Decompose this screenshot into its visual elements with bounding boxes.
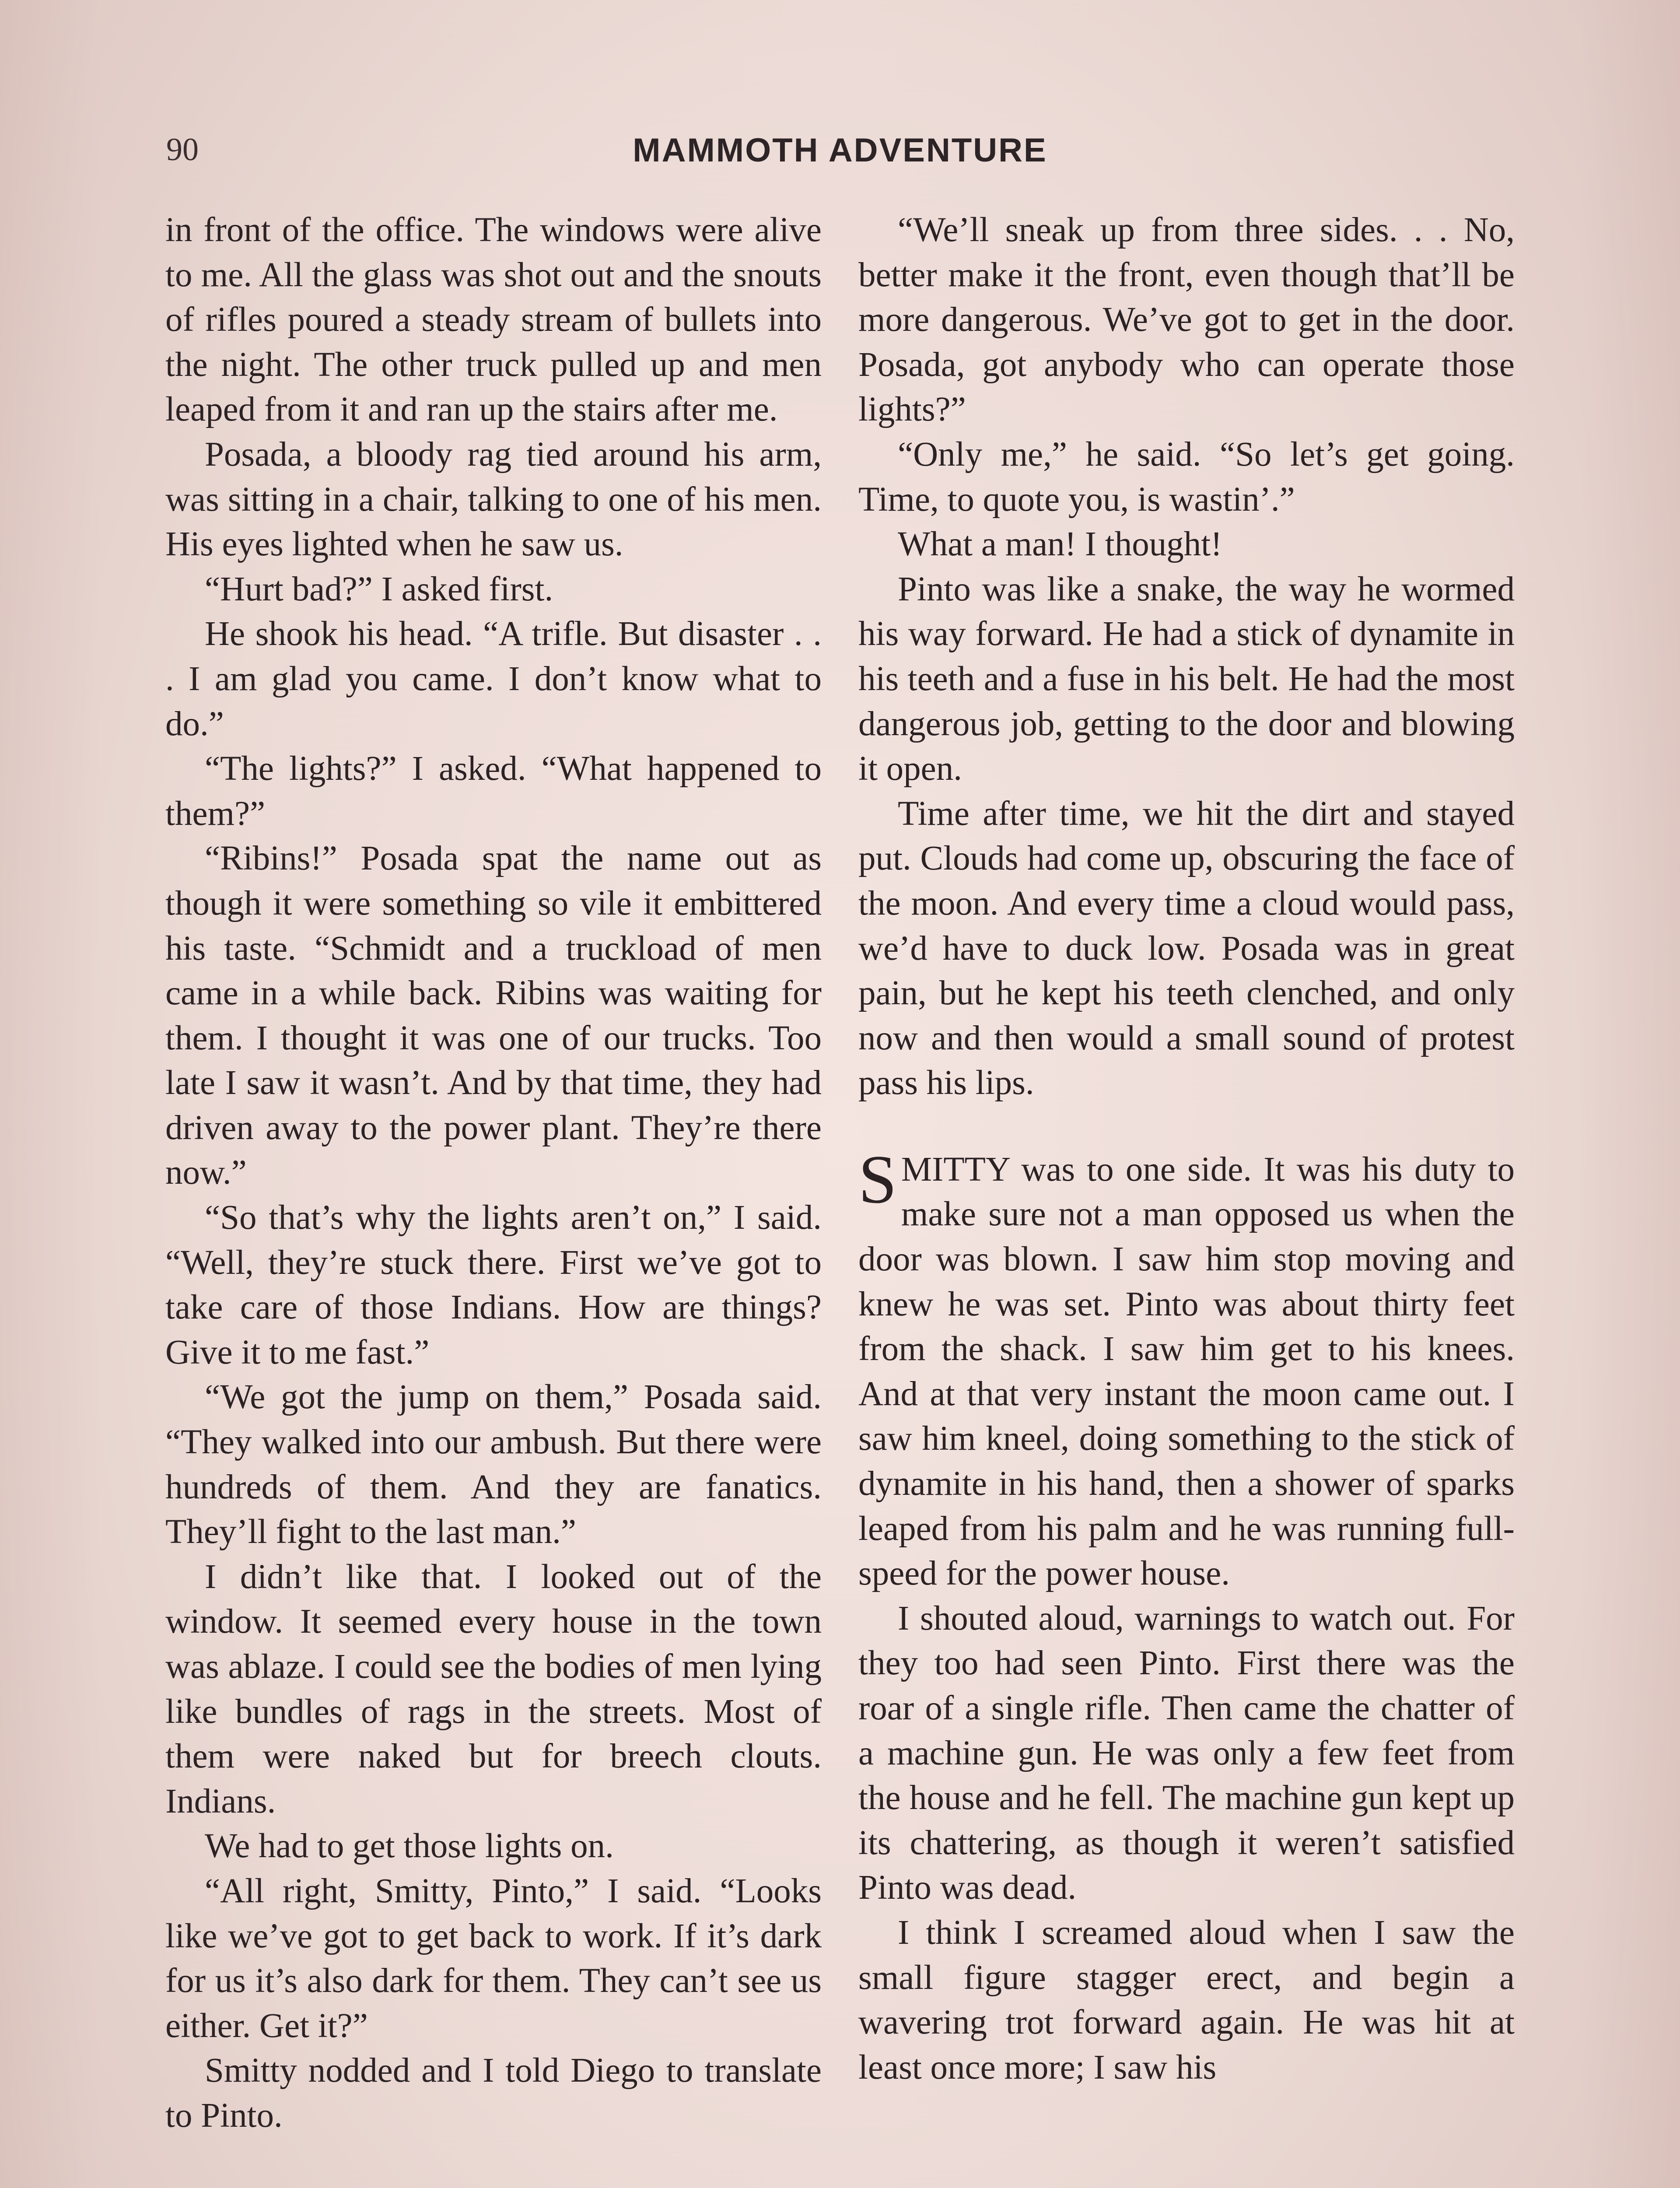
paragraph: I didn’t like that. I looked out of the window. It seemed every house in the town was ablaze. I could see the bodies of men lying like bundles of rags in the streets. Most of them were naked but for breech clouts. Indians. xyxy=(165,1557,822,1820)
paragraph: Posada, a bloody rag tied around his arm, was sitting in a chair, talking to one of his men. His eyes lighted when he saw us. xyxy=(165,435,822,564)
page-header: MAMMOTH ADVENTURE xyxy=(633,132,1047,169)
page-number: 90 xyxy=(166,132,199,168)
running-head xyxy=(166,131,1514,184)
paragraph: Smitty nodded and I told Diego to translate to Pinto. xyxy=(165,2051,822,2135)
paragraph: “Only me,” he said. “So let’s get going. Time, to quote you, is wastin’.” xyxy=(858,435,1515,519)
paragraph: “So that’s why the lights aren’t on,” I said. “Well, they’re stuck there. First we’ve got to take care of those Indians. How are things? Give it to me fast.” xyxy=(165,1199,822,1371)
paragraph: “All right, Smitty, Pinto,” I said. “Looks like we’ve got to get back to work. If it’s dark for us it’s also dark for them. They can’t see us either. Get it?” xyxy=(165,1872,822,2045)
paragraph: in front of the office. The windows were alive to me. All the glass was shot out and the snouts of rifles poured a steady stream of bullets into the night. The other truck pulled up and men leaped from it and ran up the stairs after me. xyxy=(165,211,822,429)
paragraph: I shouted aloud, warnings to watch out. For they too had seen Pinto. First there was the roar of a single rifle. Then came the chatter of a machine gun. He was only a few feet from the house and he fell. The machine gun kept up its chattering, as though it weren’t satisfied Pinto was dead. xyxy=(858,1599,1515,1907)
paragraph: “We’ll sneak up from three sides. . . No, better make it the front, even though that’ll be more dangerous. We’ve got to get in the door. Posada, got anybody who can operate those lights?” xyxy=(858,211,1515,429)
section-start-paragraph xyxy=(858,1141,1515,1596)
paragraph: “We got the jump on them,” Posada said. “They walked into our ambush. But there were hundreds of them. And they are fanatics. They’ll fight to the last man.” xyxy=(165,1378,822,1551)
paragraph: We had to get those lights on. xyxy=(205,1827,614,1865)
paragraph: Time after time, we hit the dirt and stayed put. Clouds had come up, obscuring the face of the moon. And every time a cloud would pass, we’d have to duck low. Posada was in great pain, but he kept his teeth clenched, and only now and then would a small sound of protest pass his lips. xyxy=(858,794,1515,1102)
paragraph: “Hurt bad?” I asked first. xyxy=(205,570,553,608)
paragraph: He shook his head. “A trifle. But disaster . . . I am glad you came. I don’t know what to do.” xyxy=(165,615,822,743)
drop-cap: S xyxy=(858,1141,897,1218)
right-column xyxy=(858,208,1515,2090)
paragraph: “Ribins!” Posada spat the name out as though it were something so vile it embittered his taste. “Schmidt and a truckload of men came in a while back. Ribins was waiting for them. I thought it was one of our trucks. Too late I saw it wasn’t. And by that time, they had driven away to the power plant. They’re there now.” xyxy=(165,839,822,1192)
section-first-text: MITTY was to one side. It was his duty to make sure not a man opposed us when the door was blown. I saw him stop moving and knew he was set. Pinto was about thirty feet from the shack. I saw him get to his knees. And at that very instant the moon came out. I saw him kneel, doing something to the stick of dynamite in his hand, then a shower of sparks leaped from his palm and he was running full-speed for the power house. xyxy=(858,1150,1515,1593)
paragraph: I think I screamed aloud when I saw the small figure stagger erect, and begin a wavering trot forward again. He was hit at least once more; I saw his xyxy=(858,1913,1515,2086)
paragraph: What a man! I thought! xyxy=(898,525,1222,564)
paragraph: “The lights?” I asked. “What happened to them?” xyxy=(165,750,822,833)
paragraph: Pinto was like a snake, the way he wormed his way forward. He had a stick of dynamite in his teeth and a fuse in his belt. He had the most dangerous job, getting to the door and blowing it open. xyxy=(858,570,1515,788)
left-column xyxy=(165,208,822,2139)
